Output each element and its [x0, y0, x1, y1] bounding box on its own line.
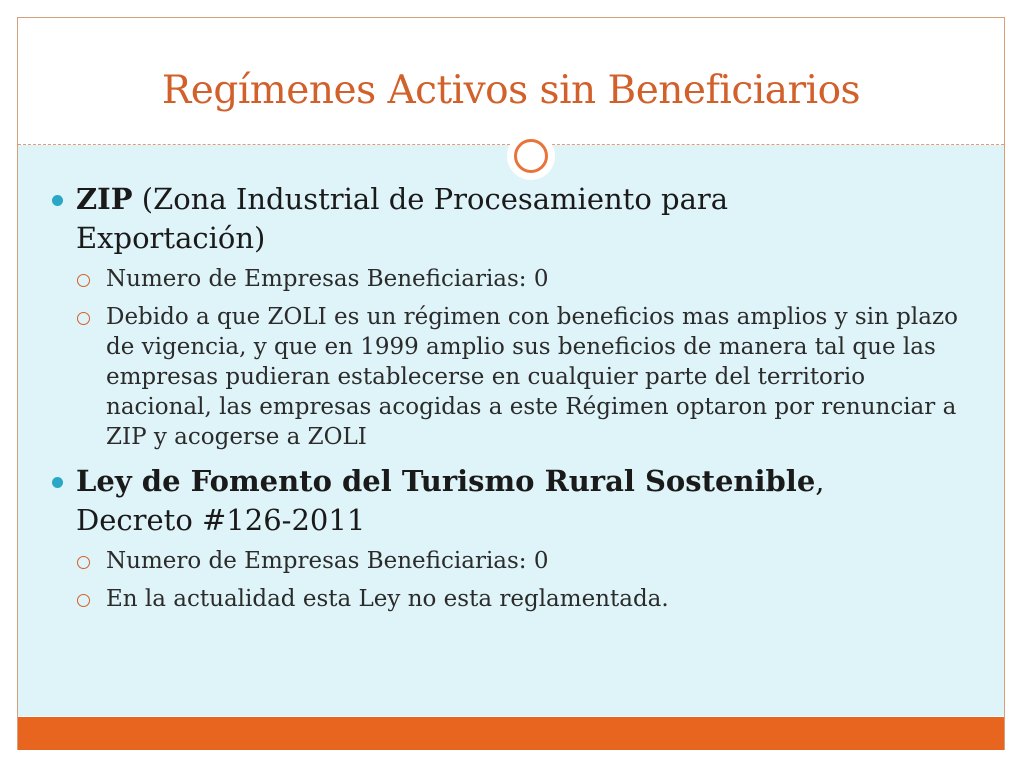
- title-area: [18, 18, 1004, 144]
- sub-bullet-item: [48, 546, 978, 576]
- circle-bullet-icon: [77, 594, 90, 607]
- bullet-item-ley-turismo: [48, 462, 856, 540]
- item-detail: (Zona Industrial de Procesamiento para Exportación): [76, 182, 729, 255]
- circle-bullet-icon: [77, 274, 90, 287]
- sub-bullet-item: [48, 302, 978, 452]
- sub-bullet-item: [48, 264, 978, 294]
- ring-icon: [514, 139, 548, 173]
- sub-item-text: Numero de Empresas Beneficiarias: 0: [106, 266, 549, 292]
- bullet-icon: [52, 195, 63, 206]
- item-heading: Ley de Fomento del Turismo Rural Sostenible: [76, 464, 816, 498]
- item-detail: , Decreto #126-2011: [76, 464, 825, 537]
- item-heading: ZIP: [76, 182, 133, 216]
- sub-item-text: Numero de Empresas Beneficiarias: 0: [106, 548, 549, 574]
- circle-bullet-icon: [77, 312, 90, 325]
- bullet-icon: [52, 477, 63, 488]
- sub-item-text: En la actualidad esta Ley no esta reglamentada.: [106, 586, 669, 612]
- circle-bullet-icon: [77, 556, 90, 569]
- content-body: [48, 180, 978, 622]
- bullet-item-zip: [48, 180, 856, 258]
- sub-bullet-item: [48, 584, 978, 614]
- slide-title: Regímenes Activos sin Beneficiarios: [161, 68, 861, 113]
- footer-bar: [18, 717, 1004, 750]
- sub-item-text: Debido a que ZOLI es un régimen con beneficios mas amplios y sin plazo de vigencia, y que en 1999 amplio sus beneficios de manera tal que las empresas pudieran establecerse en cualquier parte del territorio nacional, las empresas acogidas a este Régimen optaron por renunciar a ZIP y acogerse a ZOLI: [106, 304, 958, 450]
